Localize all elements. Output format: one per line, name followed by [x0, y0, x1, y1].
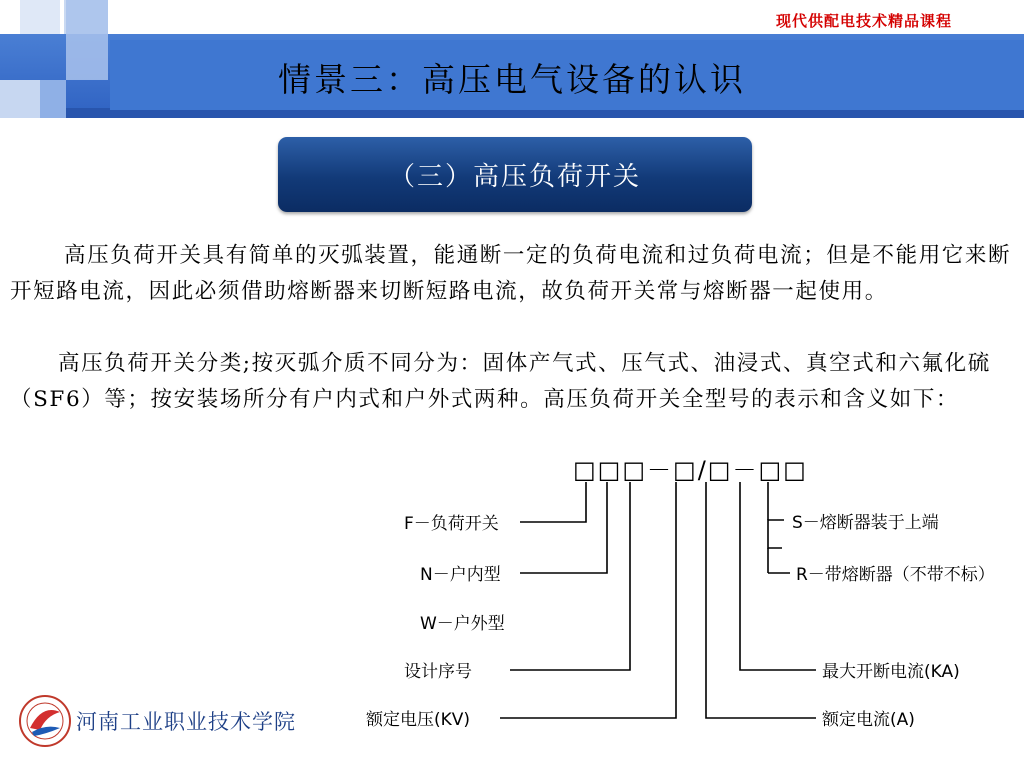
course-tag: 现代供配电技术精品课程	[775, 12, 952, 30]
footer-school-name: 河南工业职业技术学院	[76, 710, 296, 734]
paragraph-classification-text: 高压负荷开关分类;按灭弧介质不同分为：固体产气式、压气式、油浸式、真空式和六氟化硫（SF6）等；按安装场所分有户内式和户外式两种。高压负荷开关全型号的表示和含义如下：	[10, 351, 991, 412]
label-indoor: N－户内型	[420, 565, 501, 585]
section-title: （三）高压负荷开关	[278, 137, 752, 212]
label-rated-voltage: 额定电压(KV)	[366, 710, 471, 730]
paragraph-intro-text: 高压负荷开关具有简单的灭弧装置，能通断一定的负荷电流和过负荷电流；但是不能用它来断开短路电流，因此必须借助熔断器来切断短路电流，故负荷开关常与熔断器一起使用。	[10, 243, 1012, 304]
label-design-number: 设计序号	[404, 662, 472, 682]
model-code: □□□－□/□－□□	[573, 456, 808, 484]
school-logo-icon	[16, 694, 74, 748]
label-rated-current: 额定电流(A)	[822, 710, 915, 730]
slide-title: 情景三：高压电气设备的认识	[278, 60, 746, 99]
label-fuse-top: S－熔断器装于上端	[792, 513, 939, 533]
label-breaking-current: 最大开断电流(KA)	[822, 662, 960, 682]
diagram-lines	[500, 482, 816, 718]
label-load-switch: F－负荷开关	[404, 514, 499, 534]
label-with-fuse: R－带熔断器（不带不标）	[796, 565, 995, 585]
label-outdoor: W－户外型	[420, 614, 505, 634]
